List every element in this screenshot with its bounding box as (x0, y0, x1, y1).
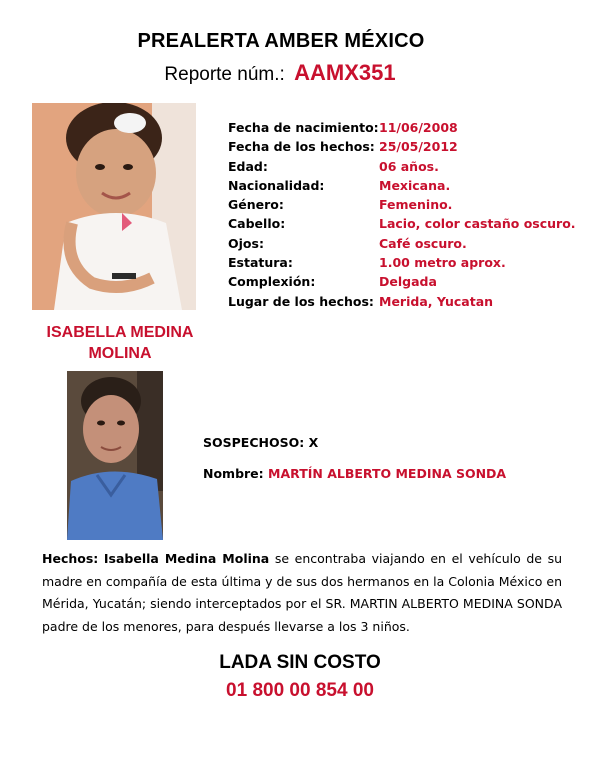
detail-row (228, 292, 576, 311)
child-photo (32, 103, 196, 310)
detail-label: Cabello: (228, 216, 286, 232)
detail-row (228, 176, 576, 195)
detail-value: 06 años. (379, 158, 439, 174)
detail-value: 1.00 metro aprox. (379, 255, 506, 271)
suspect-label: SOSPECHOSO: X (203, 435, 319, 450)
detail-row (228, 234, 576, 253)
detail-value: 11/06/2008 (379, 120, 458, 135)
detail-label: Fecha de nacimiento: (228, 120, 379, 135)
facts-paragraph (42, 548, 562, 638)
detail-row (228, 118, 576, 137)
detail-row (228, 214, 576, 233)
detail-label: Género: (228, 197, 284, 213)
detail-row (228, 195, 576, 214)
detail-row (228, 272, 576, 291)
suspect-name (203, 466, 506, 481)
detail-label: Edad: (228, 158, 268, 174)
detail-value: Femenino. (379, 197, 453, 213)
detail-value: Café oscuro. (379, 235, 467, 251)
suspect-name-label: Nombre: (203, 466, 264, 481)
detail-row (228, 137, 576, 156)
report-label: Reporte núm.: (164, 64, 285, 85)
detail-row (228, 253, 576, 272)
child-name-line1: ISABELLA MEDINA (46, 324, 194, 341)
page-title: PREALERTA AMBER MÉXICO (137, 30, 425, 52)
detail-row (228, 157, 576, 176)
detail-value: Delgada (379, 274, 437, 290)
facts-subject: Isabella Medina Molina (103, 551, 270, 566)
detail-value: Mexicana. (379, 177, 451, 193)
detail-label: Fecha de los hechos: (228, 139, 375, 155)
detail-label: Estatura: (228, 255, 293, 271)
child-name (20, 322, 220, 364)
detail-value: 25/05/2012 (379, 139, 458, 155)
toll-free-phone: 01 800 00 854 00 (226, 680, 374, 701)
detail-label: Ojos: (228, 235, 264, 251)
report-number (0, 60, 560, 86)
child-photo-image (32, 103, 196, 310)
suspect-photo (67, 371, 163, 540)
facts-text: se encontraba viajando en el vehículo de su madre en compañía de esta última y de sus dos hermanos en la Colonia México en Mérida, Yucatán; siendo interceptados por el SR. MARTIN ALBERTO MEDINA SONDA padre de los menores, para después llevarse a los 3 niños. (42, 551, 562, 634)
child-details (228, 118, 576, 311)
detail-label: Complexión: (228, 274, 316, 290)
child-name-line2: MOLINA (88, 345, 152, 362)
facts-label: Hechos: (42, 551, 99, 566)
toll-free-label: LADA SIN COSTO (219, 652, 381, 673)
detail-label: Nacionalidad: (228, 177, 325, 193)
report-code: AAMX351 (294, 60, 396, 85)
detail-value: Lacio, color castaño oscuro. (379, 216, 576, 232)
suspect-name-value: MARTÍN ALBERTO MEDINA SONDA (268, 466, 507, 481)
detail-label: Lugar de los hechos: (228, 293, 374, 309)
detail-value: Merida, Yucatan (379, 293, 494, 309)
suspect-photo-image (67, 371, 163, 540)
